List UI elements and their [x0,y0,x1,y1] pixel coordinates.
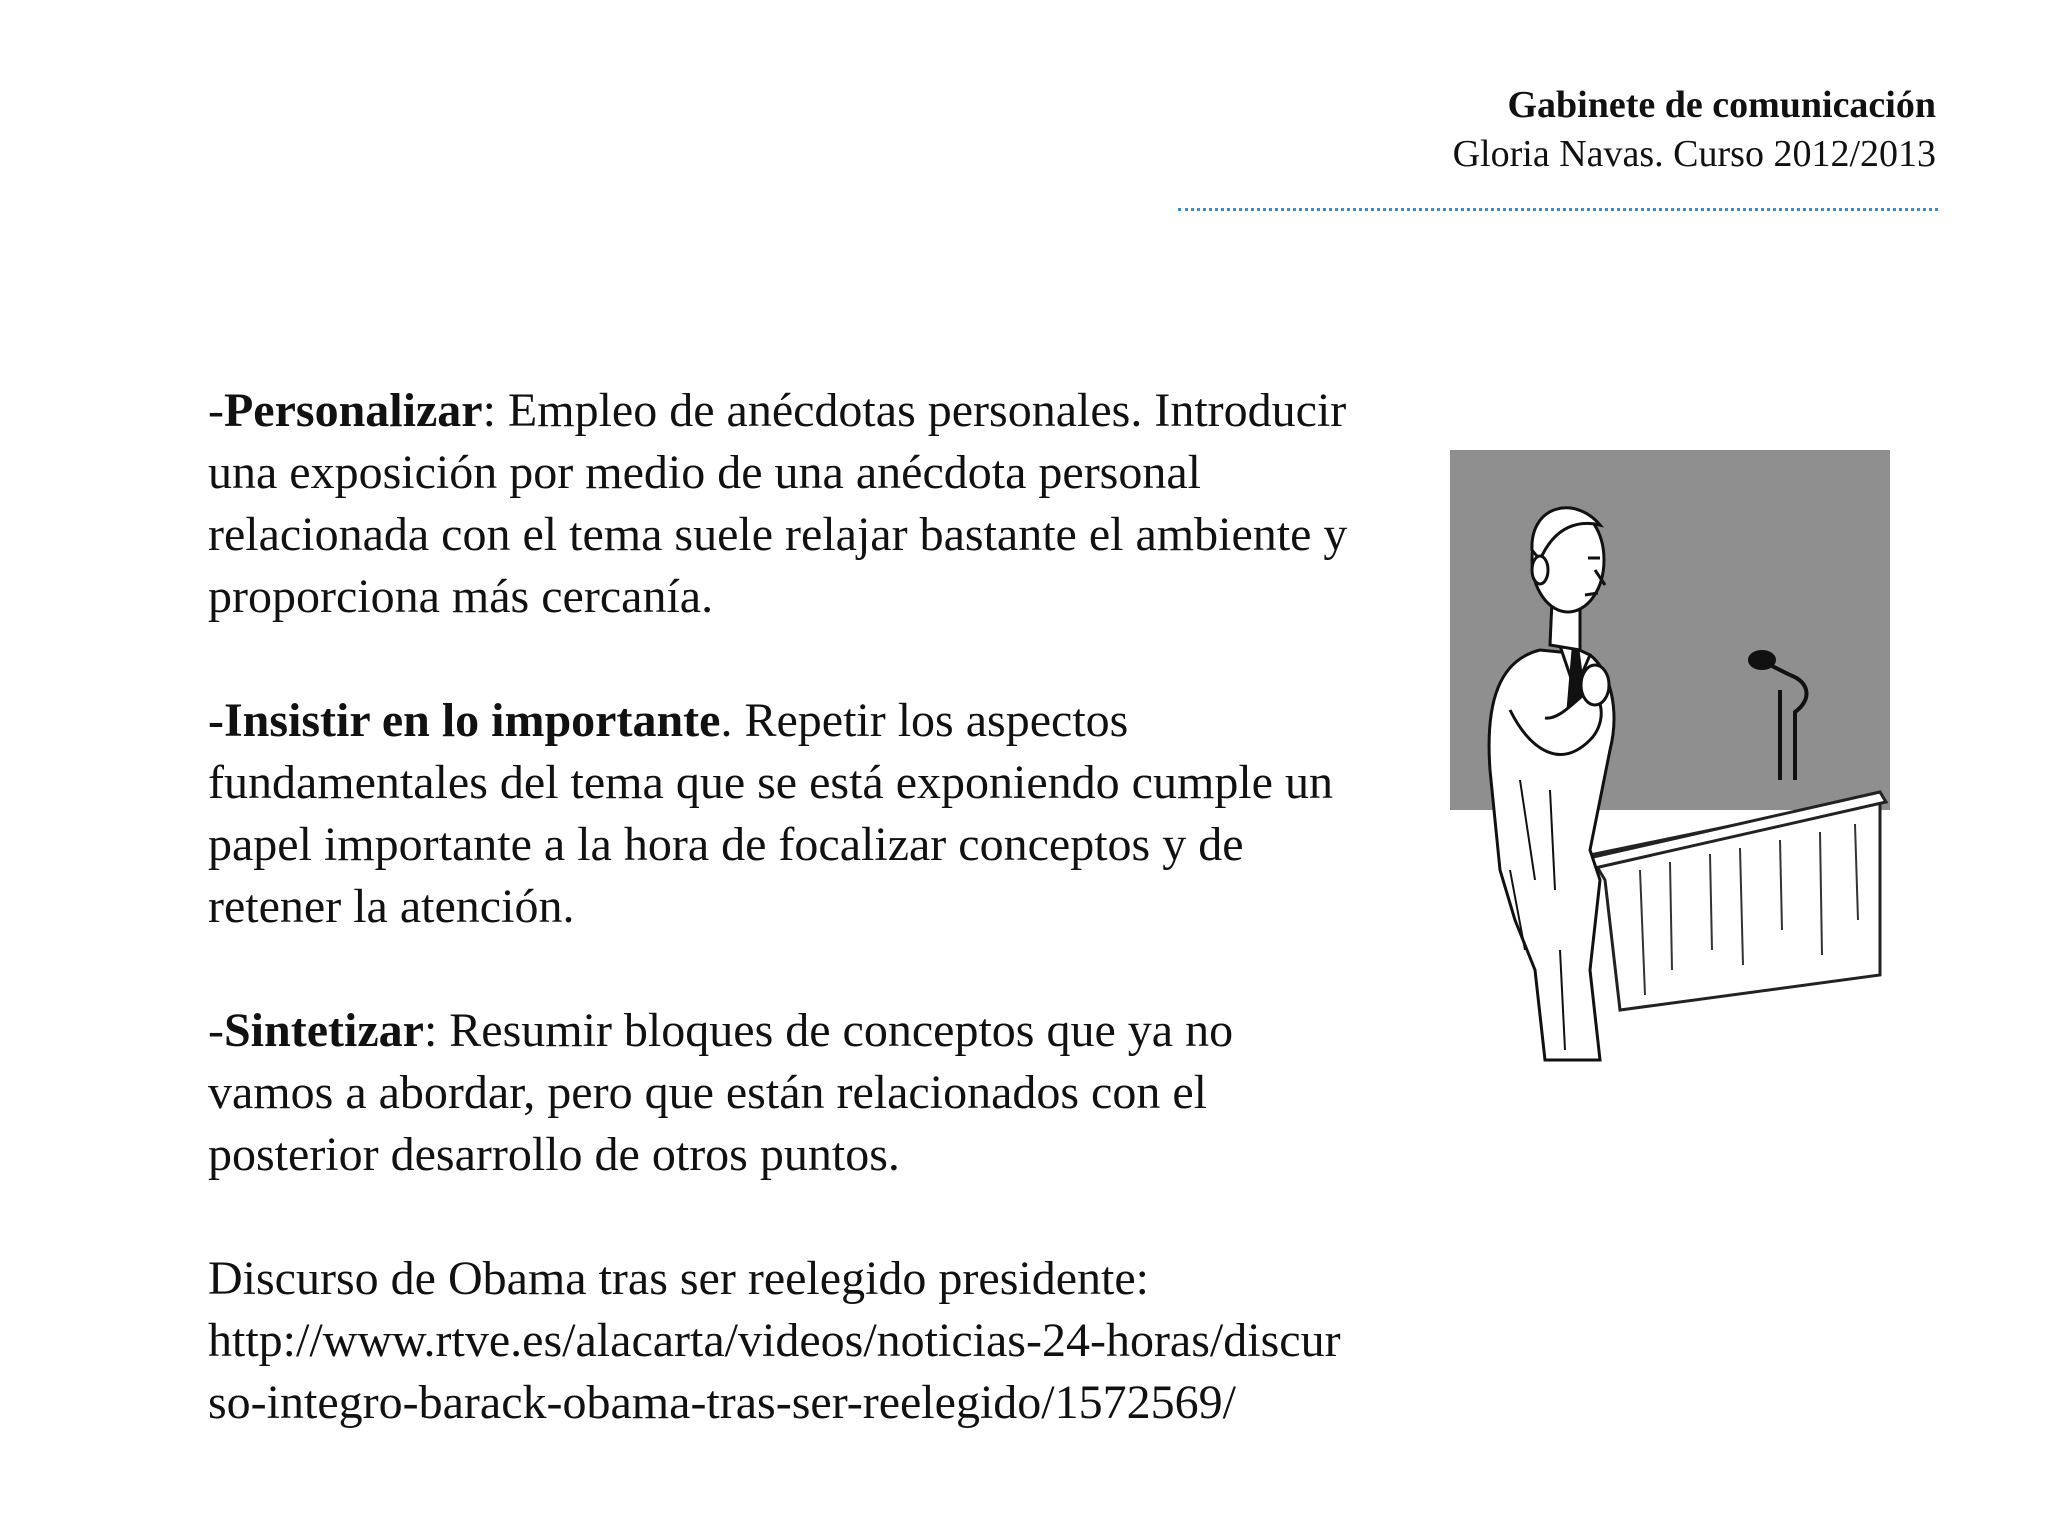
item-lead: - [208,384,224,437]
closing-block [208,1248,1358,1434]
item-text: : Resumir bloques de conceptos que ya no vamos a abordar, pero que están relacionados con el posterior desarrollo de otros puntos. [208,1004,1234,1181]
item-term: Personalizar [223,384,483,437]
video-link[interactable]: http://www.rtve.es/alacarta/videos/noticias-24-horas/discurso-integro-barack-obama-tras-ser-reelegido/1572569/ [208,1314,1341,1429]
speaker-at-podium-illustration [1440,450,1890,1070]
header-divider [1178,208,1938,211]
item-text: : Empleo de anécdotas personales. Introducir una exposición por medio de una anécdota personal relacionada con el tema suele relajar bastante el ambiente y proporciona más cercanía. [208,384,1348,623]
item-term: -Insistir en lo importante [208,694,721,747]
item-term: Sintetizar [223,1004,424,1057]
item-personalizar [208,380,1358,628]
closing-label: Discurso de Obama tras ser reelegido presidente: [208,1252,1149,1305]
item-insistir [208,690,1358,938]
item-sintetizar [208,1000,1358,1186]
document-subtitle: Gloria Navas. Curso 2012/2013 [1452,133,1936,175]
item-lead: - [208,1004,224,1057]
main-content [208,380,1358,1434]
document-title: Gabinete de comunicación [1507,84,1936,126]
header [1453,80,1936,178]
item-text: . Repetir los aspectos fundamentales del tema que se está exponiendo cumple un papel importante a la hora de focalizar conceptos y de retener la atención. [208,694,1333,933]
